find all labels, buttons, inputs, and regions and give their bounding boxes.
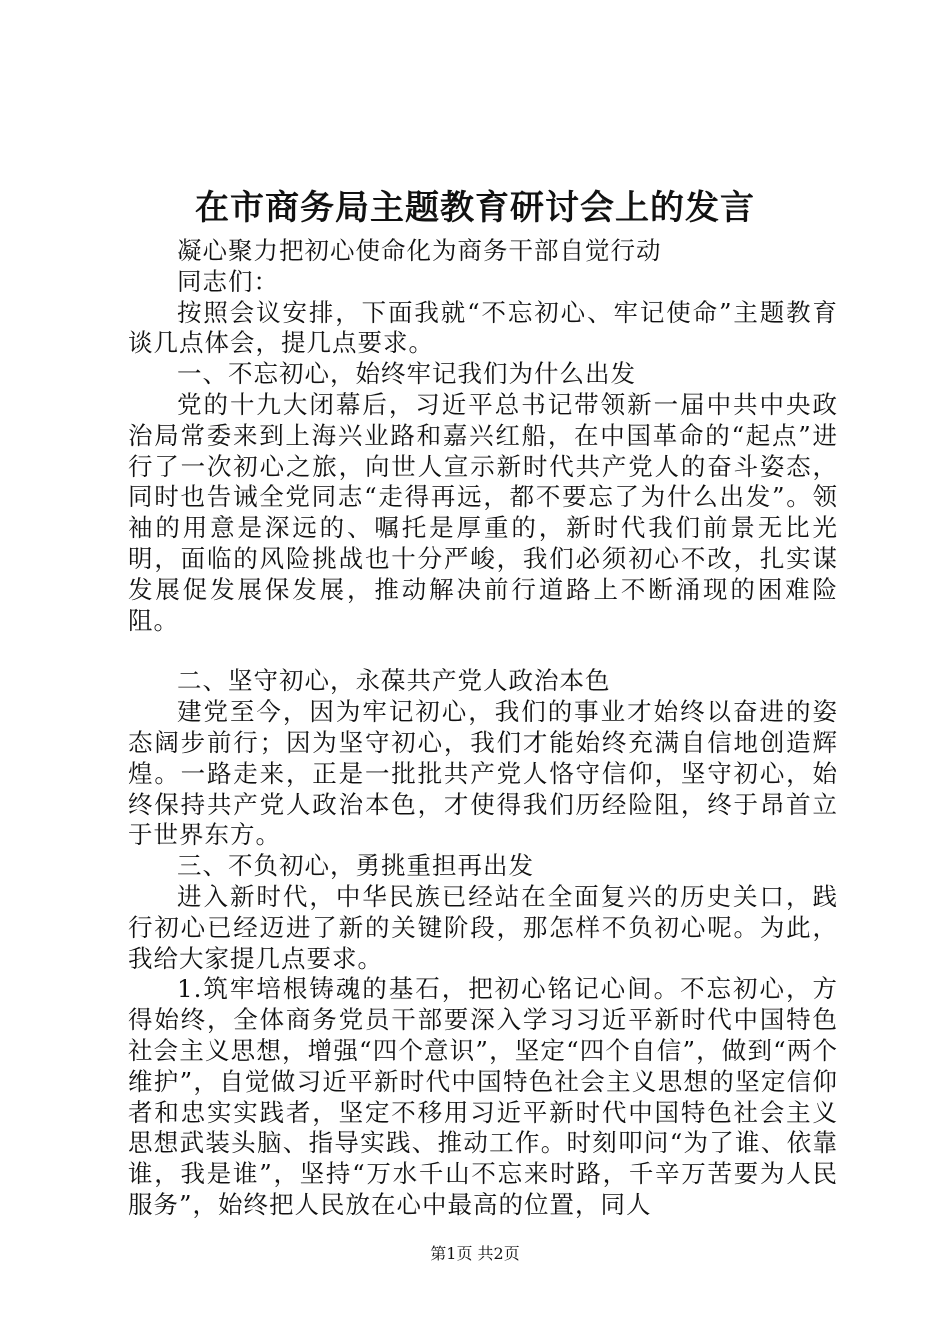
section-paragraph-3: 进入新时代，中华民族已经站在全面复兴的历史关口，践行初心已经迈进了新的关键阶段，那怎样不负初心呢。为此，我给大家提几点要求。 [128, 881, 838, 973]
salutation-paragraph: 同志们： [177, 266, 279, 296]
section-heading-1: 一、不忘初心，始终牢记我们为什么出发 [177, 359, 636, 389]
subtitle-paragraph: 凝心聚力把初心使命化为商务干部自觉行动 [177, 236, 662, 265]
section-heading-2: 二、坚守初心，永葆共产党人政治本色 [177, 666, 611, 696]
section-paragraph-1: 党的十九大闭幕后，习近平总书记带领新一届中共中央政治局常委来到上海兴业路和嘉兴红船，在中国革命的“起点”进行了一次初心之旅，向世人宣示新时代共产党人的奋斗姿态，同时也告诫全党同志“走得再远，都不要忘了为什么出发”。领袖的用意是深远的、嘱托是厚重的，新时代我们前景无比光明，面临的风险挑战也十分严峻，我们必须初心不改，扎实谋发展促发展保发展，推动解决前行道路上不断涌现的困难险阻。 [128, 389, 838, 635]
document-title: 在市商务局主题教育研讨会上的发言 [195, 188, 755, 228]
requirement-paragraph-1: 1.筑牢培根铸魂的基石，把初心铭记心间。不忘初心，方得始终，全体商务党员干部要深入学习习近平新时代中国特色社会主义思想，增强“四个意识”，坚定“四个自信”，做到“两个维护”，自觉做习近平新时代中国特色社会主义思想的坚定信仰者和忠实实践者，坚定不移用习近平新时代中国特色社会主义思想武装头脑、指导实践、推动工作。时刻叩问“为了谁、依靠谁，我是谁”，坚持“万水千山不忘来时路，千辛万苦要为人民服务”，始终把人民放在心中最高的位置，同人 [128, 974, 838, 1219]
page-footer: 第1页 共2页 [430, 1244, 520, 1263]
section-paragraph-2: 建党至今，因为牢记初心，我们的事业才始终以奋进的姿态阔步前行；因为坚守初心，我们才能始终充满自信地创造辉煌。一路走来，正是一批批共产党人恪守信仰，坚守初心，始终保持共产党人政治本色，才使得我们历经险阻，终于昂首立于世界东方。 [128, 697, 838, 850]
document-body [128, 236, 838, 1221]
section-heading-3: 三、不负初心，勇挑重担再出发 [177, 851, 534, 881]
intro-paragraph: 按照会议安排，下面我就“不忘初心、牢记使命”主题教育谈几点体会，提几点要求。 [128, 297, 838, 358]
